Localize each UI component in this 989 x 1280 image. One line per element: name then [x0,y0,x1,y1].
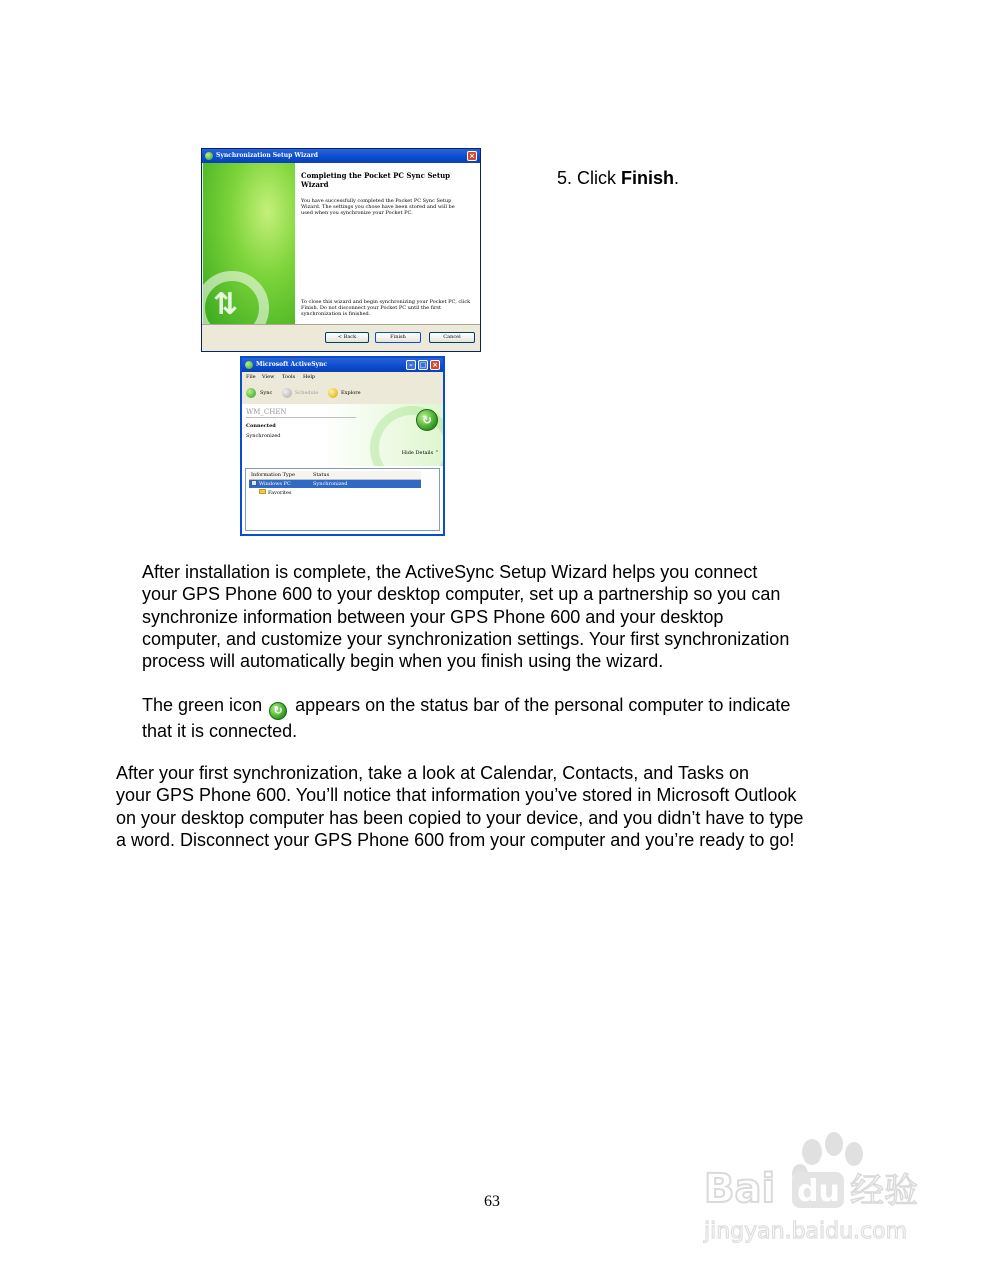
sync-icon[interactable] [246,388,256,398]
page-number: 63 [484,1193,500,1210]
paragraph-after-sync: After your first synchronization, take a look at Calendar, Contacts, and Tasks on your GPS Phone 600. You’ll notice that information you’ve stored in Microsoft Outlook on your desktop computer has been copied to your device, and you didn’t have to type a word. Disconnect your GPS Phone 600 from your computer and you’re ready to go! [116,763,804,850]
device-status-panel [242,404,443,466]
step-caption: 5. Click Finish. [557,168,680,188]
hide-details-link[interactable]: Hide Details ⌃ [401,450,439,456]
svg-text:Bai: Bai [704,1166,776,1212]
svg-text:经验: 经验 [850,1171,918,1211]
paragraph-green-icon: The green icon ↻ appears on the status bar of the personal computer to indicate that it is connected. [142,695,791,741]
wizard-footer-text: To close this wizard and begin synchronizing your Pocket PC, click Finish. Do not disconnect your Pocket PC until the first synchronization is finished. [301,299,471,317]
finish-button[interactable]: Finish [375,332,421,343]
schedule-button[interactable]: Schedule [295,390,319,396]
computer-icon [251,480,257,486]
activesync-titlebar [242,358,443,372]
svg-text:jingyan.baidu.com: jingyan.baidu.com [704,1219,908,1244]
menu-view[interactable]: View [262,374,275,380]
back-button[interactable]: < Back [325,332,369,343]
menu-help[interactable]: Help [303,374,316,380]
explore-button[interactable]: Explore [341,390,361,396]
explore-icon[interactable] [328,388,338,398]
list-item[interactable]: Windows PC Synchronized [249,480,421,488]
wizard-button-bar [202,324,480,351]
menu-bar [242,372,443,382]
folder-icon [259,489,266,494]
baidu-jingyan-watermark [700,1130,940,1250]
toolbar [242,382,443,405]
maximize-icon[interactable]: □ [419,361,427,369]
sync-setup-wizard-window [201,148,481,352]
sync-button[interactable]: Sync [260,390,273,396]
paragraph-setup-wizard: After installation is complete, the ActiveSync Setup Wizard helps you connect your GPS Phone 600 to your desktop computer, set up a partnership so you can synchronize information between your GPS Phone 600 and your desktop computer, and customize your synchronization settings. Your first synchronization process will automatically begin when you finish using the wizard. [142,562,790,672]
column-status[interactable]: Status [313,472,330,478]
wizard-body: You have successfully completed the Pocket PC Sync Setup Wizard. The settings you chose have been stored and will be used when you synchronize your Pocket PC. [301,198,455,216]
connection-status: Connected [246,423,276,429]
sync-arrows-icon: ⇅ [213,287,239,322]
chevron-up-icon: ⌃ [434,450,439,456]
device-name: WM_CHEN [246,407,356,418]
green-sync-icon: ↻ [269,702,287,720]
menu-file[interactable]: File [246,374,256,380]
wizard-title: Synchronization Setup Wizard [216,152,318,159]
connected-sync-icon: ↻ [416,409,438,431]
information-type-list [245,468,440,531]
svg-text:du: du [797,1174,840,1209]
wizard-titlebar [202,149,480,163]
wizard-content [295,163,480,325]
activesync-icon [245,361,253,369]
finish-emphasis: Finish [621,168,675,188]
close-icon[interactable]: × [467,151,477,161]
minimize-icon[interactable]: – [406,360,416,370]
activesync-icon [205,152,213,160]
column-information-type[interactable]: Information Type [251,472,295,478]
sync-status: Synchronized [246,433,281,439]
wizard-heading: Completing the Pocket PC Sync Setup Wizard [301,171,451,189]
close-icon[interactable]: × [430,360,440,370]
activesync-window [240,356,445,536]
menu-tools[interactable]: Tools [282,374,296,380]
list-item[interactable]: Favorites [249,489,421,497]
wizard-side-graphic [203,163,295,325]
activesync-title: Microsoft ActiveSync [256,361,328,368]
list-header [249,471,421,480]
cancel-button[interactable]: Cancel [429,332,475,343]
schedule-icon[interactable] [282,388,292,398]
